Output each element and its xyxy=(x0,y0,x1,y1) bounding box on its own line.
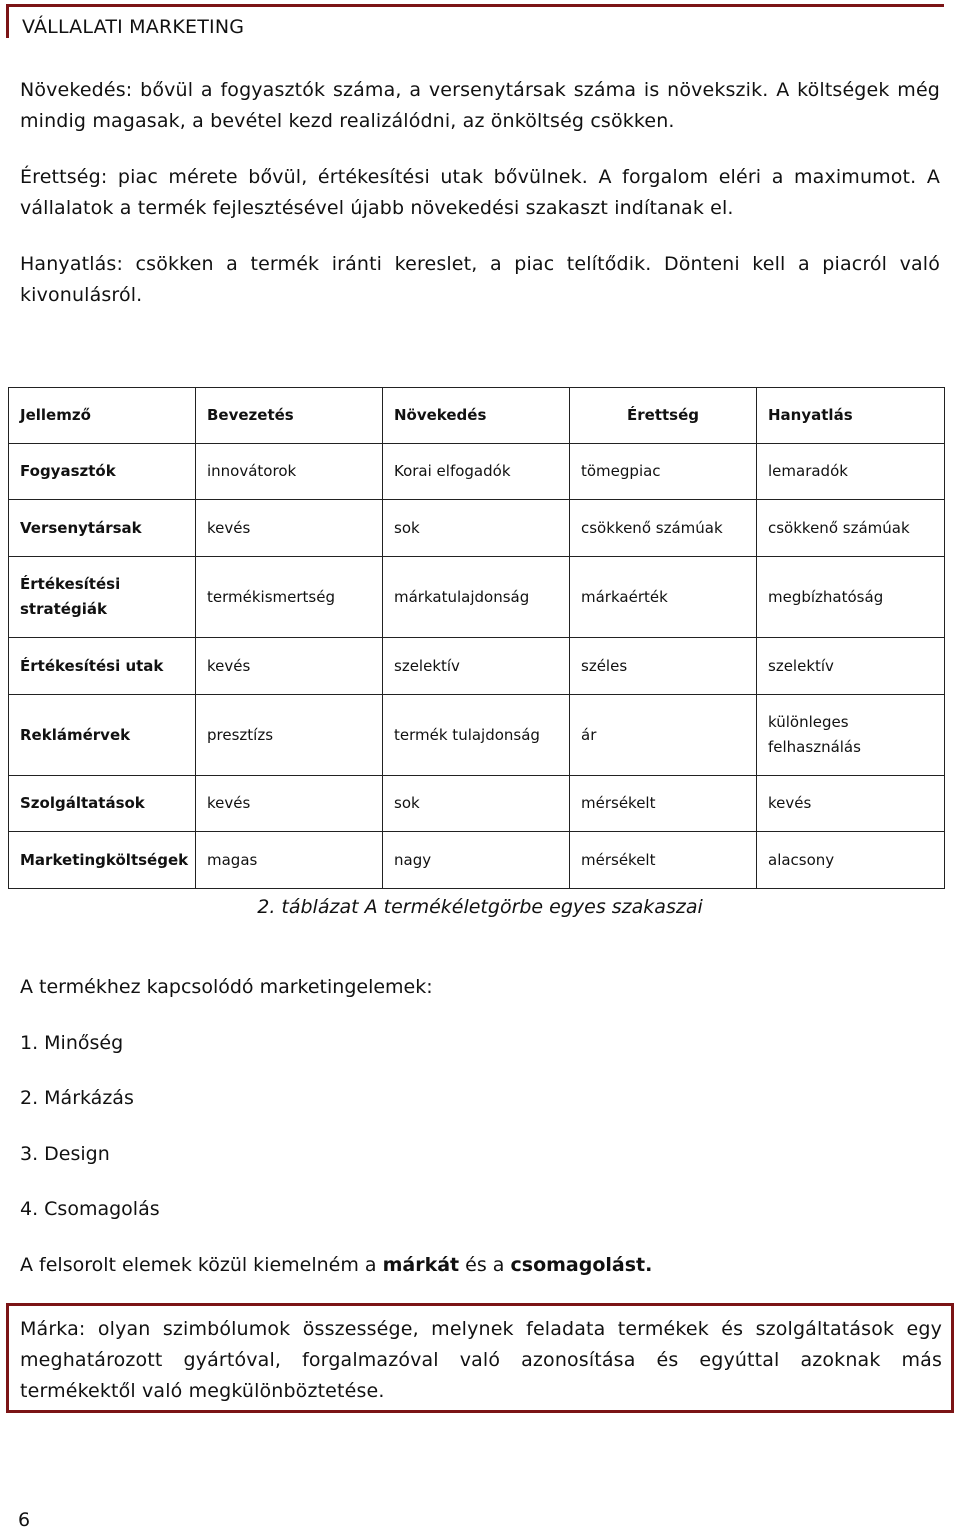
table-cell: kevés xyxy=(757,776,945,832)
table-cell: kevés xyxy=(196,500,383,557)
table-row xyxy=(9,832,945,889)
table-cell: magas xyxy=(196,832,383,889)
summary-sentence xyxy=(20,1254,652,1276)
header-cell: Növekedés xyxy=(383,388,570,444)
table-cell: márkatulajdonság xyxy=(383,557,570,638)
table-cell: sok xyxy=(383,500,570,557)
row-label: Fogyasztók xyxy=(9,444,196,500)
stage-growth-paragraph xyxy=(20,75,940,137)
row-label: Versenytársak xyxy=(9,500,196,557)
header-cell: Jellemző xyxy=(9,388,196,444)
stage-term: Hanyatlás xyxy=(20,253,117,275)
header-cell: Érettség xyxy=(570,388,757,444)
row-label: Reklámérvek xyxy=(9,695,196,776)
table-cell: lemaradók xyxy=(757,444,945,500)
table-row xyxy=(9,444,945,500)
table-cell: széles xyxy=(570,638,757,695)
row-label: Szolgáltatások xyxy=(9,776,196,832)
table-cell: tömegpiac xyxy=(570,444,757,500)
table-cell: kevés xyxy=(196,776,383,832)
list-item: 4. Csomagolás xyxy=(20,1198,160,1220)
stage-term: Növekedés xyxy=(20,79,126,101)
table-row xyxy=(9,557,945,638)
stage-text: : csökken a termék iránti kereslet, a piac telítődik. Dönteni kell a piacról való kivonulásról. xyxy=(20,253,940,306)
table-cell: szelektív xyxy=(383,638,570,695)
definition-term: Márka xyxy=(20,1318,79,1340)
stage-maturity-paragraph xyxy=(20,162,940,224)
table-cell: sok xyxy=(383,776,570,832)
table-cell: termékismertség xyxy=(196,557,383,638)
list-item: 1. Minőség xyxy=(20,1032,124,1054)
table-cell: kevés xyxy=(196,638,383,695)
stage-text: : piac mérete bővül, értékesítési utak bővülnek. A forgalom eléri a maximumot. A vállalatok a termék fejlesztésével újabb növekedési szakaszt indítanak el. xyxy=(20,166,940,219)
page-number: 6 xyxy=(18,1509,31,1531)
table-cell: innovátorok xyxy=(196,444,383,500)
summary-bold-brand: márkát xyxy=(382,1254,460,1276)
table-cell: márkaérték xyxy=(570,557,757,638)
stage-term: Érettség xyxy=(20,166,101,188)
definition-text: : olyan szimbólumok összessége, melynek feladata termékek és szolgáltatások egy meghatározott gyártóval, forgalmazóval való azonosítása és egyúttal azoknak más termékektől való megkülönböztetése. xyxy=(20,1318,942,1402)
table-cell: termék tulajdonság xyxy=(383,695,570,776)
lifecycle-table xyxy=(8,387,945,889)
page-header xyxy=(6,4,944,38)
table-row xyxy=(9,695,945,776)
table-cell: szelektív xyxy=(757,638,945,695)
summary-mid: és a xyxy=(459,1254,511,1276)
table-cell: ár xyxy=(570,695,757,776)
table-row xyxy=(9,776,945,832)
table-cell: Korai elfogadók xyxy=(383,444,570,500)
row-label: Értékesítési stratégiák xyxy=(9,557,196,638)
table-cell: mérsékelt xyxy=(570,832,757,889)
row-label: Marketingköltségek xyxy=(9,832,196,889)
header-cell: Bevezetés xyxy=(196,388,383,444)
table-cell: csökkenő számúak xyxy=(570,500,757,557)
marketing-elements-heading xyxy=(20,976,433,998)
stage-decline-paragraph xyxy=(20,249,940,311)
table-cell: különleges felhasználás xyxy=(757,695,945,776)
table-cell: megbízhatóság xyxy=(757,557,945,638)
stage-text: : bővül a fogyasztók száma, a versenytársak száma is növekszik. A költségek még mindig magasak, a bevétel kezd realizálódni, az önköltség csökken. xyxy=(20,79,940,132)
table-cell: nagy xyxy=(383,832,570,889)
table-cell: csökkenő számúak xyxy=(757,500,945,557)
brand-definition xyxy=(20,1314,942,1407)
table-header-row xyxy=(9,388,945,444)
header-title: VÁLLALATI MARKETING xyxy=(22,16,245,38)
heading-text: A termékhez kapcsolódó marketingelemek xyxy=(20,976,427,998)
summary-bold-packaging: csomagolást. xyxy=(510,1254,653,1276)
summary-prefix: A felsorolt elemek közül kiemelném a xyxy=(20,1254,383,1276)
table-row xyxy=(9,638,945,695)
header-cell: Hanyatlás xyxy=(757,388,945,444)
table-row xyxy=(9,500,945,557)
brand-definition-box xyxy=(6,1303,954,1413)
table-cell: mérsékelt xyxy=(570,776,757,832)
list-item: 2. Márkázás xyxy=(20,1087,134,1109)
table-caption: 2. táblázat A termékéletgörbe egyes szakaszai xyxy=(257,896,703,918)
table-cell: alacsony xyxy=(757,832,945,889)
list-item: 3. Design xyxy=(20,1143,110,1165)
table-cell: presztízs xyxy=(196,695,383,776)
row-label: Értékesítési utak xyxy=(9,638,196,695)
heading-suffix: : xyxy=(426,976,433,998)
